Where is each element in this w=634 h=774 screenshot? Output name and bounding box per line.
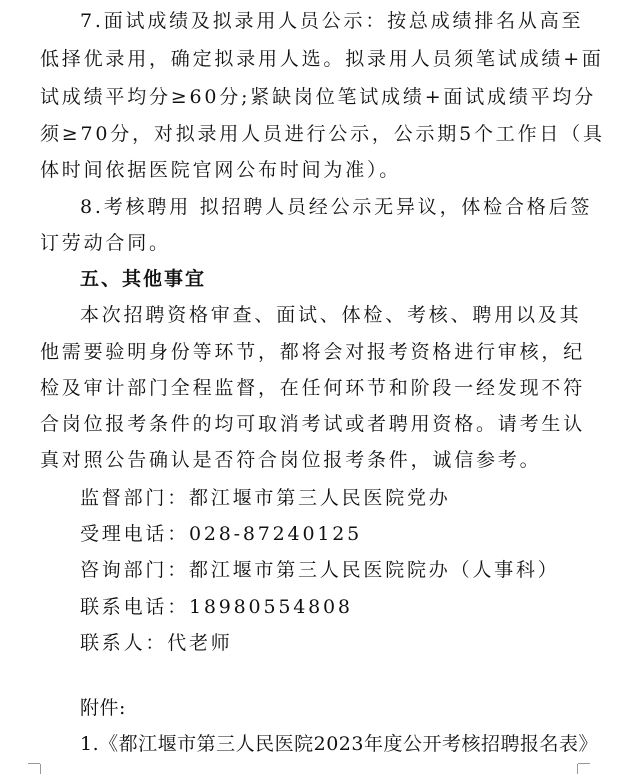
body-line: 低择优录用，确定拟录用人选。拟录用人员须笔试成绩+面	[40, 48, 604, 70]
paragraph-line: 检及审计部门全程监督，在任何环节和阶段一经发现不符	[40, 377, 586, 399]
page-corner-mark	[28, 764, 41, 774]
paragraph-line: 他需要验明身份等环节，都将会对报考资格进行审核，纪	[40, 341, 586, 363]
body-line: 7.面试成绩及拟录用人员公示：按总成绩排名从高至	[80, 10, 584, 32]
attachment-label: 附件:	[80, 697, 126, 719]
contact-line-contact-phone: 联系电话：18980554808	[80, 596, 353, 618]
page-corner-mark	[578, 763, 590, 764]
page-corner-mark	[28, 763, 40, 764]
page-corner-mark	[577, 764, 578, 774]
attachment-item: 1.《都江堰市第三人民医院2023年度公开考核招聘报名表》	[80, 733, 598, 755]
paragraph-line: 合岗位报考条件的均可取消考试或者聘用资格。请考生认	[40, 413, 586, 435]
body-line: 8.考核聘用 拟招聘人员经公示无异议，体检合格后签	[80, 196, 593, 218]
contact-line-phone: 受理电话：028-87240125	[80, 523, 362, 545]
paragraph-line: 本次招聘资格审查、面试、体检、考核、聘用以及其	[80, 304, 582, 326]
section-heading: 五、其他事宜	[80, 268, 207, 290]
contact-line-person: 联系人：代老师	[80, 632, 233, 654]
contact-line-inquiry: 咨询部门：都江堰市第三人民医院院办（人事科）	[80, 559, 560, 581]
body-line: 体时间依据医院官网公布时间为准）。	[40, 159, 402, 181]
contact-line-supervision: 监督部门：都江堰市第三人民医院党办	[80, 487, 451, 509]
body-line: 试成绩平均分≥60分;紧缺岗位笔试成绩+面试成绩平均分	[40, 86, 597, 108]
paragraph-line: 真对照公告确认是否符合岗位报考条件，诚信参考。	[40, 449, 542, 471]
body-line: 订劳动合同。	[40, 232, 171, 254]
body-line: 须≥70分，对拟录用人员进行公示，公示期5个工作日（具	[40, 123, 605, 145]
